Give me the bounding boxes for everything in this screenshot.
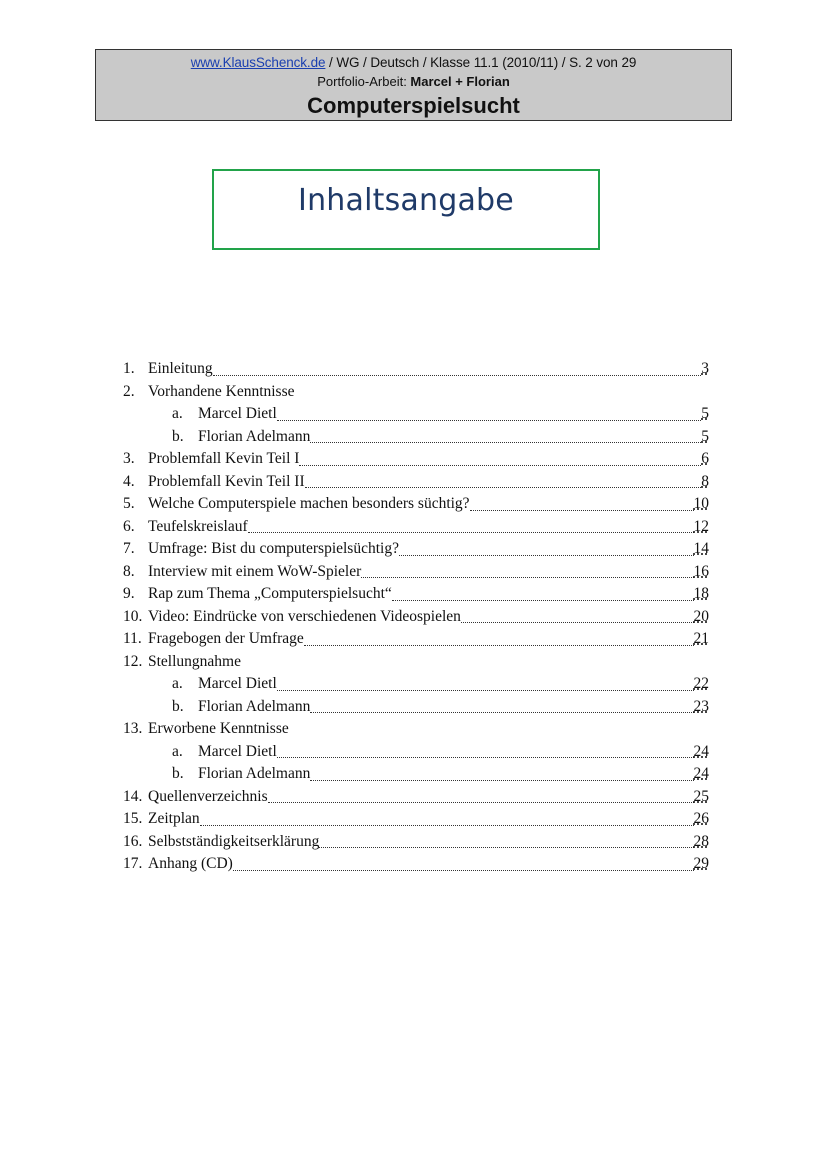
toc-entry-label: Video: Eindrücke von verschiedenen Videospielen bbox=[148, 607, 461, 625]
toc-entry[interactable] bbox=[123, 426, 709, 449]
toc-entry-page: 14 bbox=[693, 540, 709, 557]
toc-entry-number: a. bbox=[172, 675, 183, 692]
toc-entry-page: 21 bbox=[693, 630, 709, 647]
toc-entry[interactable] bbox=[123, 741, 709, 764]
toc-entry[interactable] bbox=[123, 381, 709, 404]
toc-entry-label: Florian Adelmann bbox=[198, 697, 311, 715]
toc-entry-number: 17. bbox=[123, 855, 143, 872]
toc-entry-label: Florian Adelmann bbox=[198, 427, 311, 445]
toc-entry-page: 8 bbox=[701, 472, 709, 490]
title-box bbox=[212, 169, 600, 250]
toc-entry[interactable] bbox=[123, 786, 709, 809]
toc-entry[interactable] bbox=[123, 651, 709, 674]
toc-entry[interactable] bbox=[123, 538, 709, 561]
toc-dot-leader bbox=[277, 420, 701, 421]
toc-entry-page: 6 bbox=[701, 450, 709, 467]
toc-entry-number: 4. bbox=[123, 472, 135, 490]
toc-entry-number: 6. bbox=[123, 517, 135, 535]
toc-entry-number: 16. bbox=[123, 832, 143, 850]
toc-entry-label: Quellenverzeichnis bbox=[148, 787, 268, 805]
toc-dot-leader bbox=[305, 487, 701, 488]
toc-entry-number: 7. bbox=[123, 540, 135, 557]
toc-dot-leader bbox=[310, 442, 701, 443]
toc-entry[interactable] bbox=[123, 583, 709, 606]
page-header bbox=[95, 49, 732, 121]
toc-dot-leader bbox=[277, 690, 694, 691]
toc-dot-leader bbox=[310, 780, 693, 781]
toc-entry-number: 2. bbox=[123, 382, 135, 400]
toc-entry[interactable] bbox=[123, 471, 709, 494]
toc-entry-number: 9. bbox=[123, 585, 135, 602]
toc-entry[interactable] bbox=[123, 628, 709, 651]
toc-entry[interactable] bbox=[123, 493, 709, 516]
toc-entry-page: 24 bbox=[693, 742, 709, 760]
toc-dot-leader bbox=[268, 802, 694, 803]
portfolio-prefix: Portfolio-Arbeit: bbox=[317, 74, 411, 89]
toc-dot-leader bbox=[200, 825, 694, 826]
toc-entry-page: 29 bbox=[693, 855, 709, 872]
toc-entry-page: 20 bbox=[693, 607, 709, 625]
toc-dot-leader bbox=[299, 465, 701, 466]
toc-entry-label: Marcel Dietl bbox=[198, 405, 277, 422]
toc-entry-number: 3. bbox=[123, 450, 135, 467]
toc-dot-leader bbox=[213, 375, 701, 376]
header-meta-line bbox=[96, 55, 731, 70]
toc-entry-page: 10 bbox=[693, 495, 709, 512]
toc-entry-number: b. bbox=[172, 697, 184, 715]
header-topic: Computerspielsucht bbox=[307, 93, 520, 118]
table-of-contents bbox=[123, 358, 709, 876]
toc-dot-leader bbox=[248, 532, 694, 533]
toc-entry-page: 12 bbox=[693, 517, 709, 535]
toc-entry-page: 18 bbox=[693, 585, 709, 602]
toc-entry-label: Stellungnahme bbox=[148, 652, 241, 670]
toc-entry-number: b. bbox=[172, 427, 184, 445]
toc-entry-page: 24 bbox=[693, 765, 709, 782]
toc-entry-page: 23 bbox=[693, 697, 709, 715]
toc-entry[interactable] bbox=[123, 448, 709, 471]
toc-entry[interactable] bbox=[123, 718, 709, 741]
toc-entry-label: Problemfall Kevin Teil II bbox=[148, 472, 305, 490]
toc-entry-label: Umfrage: Bist du computerspielsüchtig? bbox=[148, 540, 399, 557]
toc-dot-leader bbox=[304, 645, 694, 646]
toc-entry-page: 3 bbox=[701, 360, 709, 377]
toc-entry-page: 26 bbox=[693, 810, 709, 827]
toc-entry-number: 5. bbox=[123, 495, 135, 512]
toc-entry-number: 15. bbox=[123, 810, 143, 827]
toc-entry-label: Erworbene Kenntnisse bbox=[148, 720, 289, 737]
toc-entry-label: Anhang (CD) bbox=[148, 855, 233, 872]
toc-entry-label: Welche Computerspiele machen besonders süchtig? bbox=[148, 495, 470, 512]
toc-entry-label: Marcel Dietl bbox=[198, 742, 277, 760]
toc-dot-leader bbox=[470, 510, 694, 511]
toc-dot-leader bbox=[277, 757, 694, 758]
toc-entry-number: 14. bbox=[123, 787, 143, 805]
toc-dot-leader bbox=[399, 555, 694, 556]
page-title: Inhaltsangabe bbox=[298, 183, 514, 218]
toc-entry[interactable] bbox=[123, 403, 709, 426]
toc-entry-number: a. bbox=[172, 742, 183, 760]
toc-entry-label: Teufelskreislauf bbox=[148, 517, 248, 535]
toc-entry-number: 8. bbox=[123, 562, 135, 580]
toc-entry-page: 16 bbox=[693, 562, 709, 580]
toc-entry[interactable] bbox=[123, 516, 709, 539]
toc-entry-page: 5 bbox=[701, 405, 709, 422]
toc-entry-label: Vorhandene Kenntnisse bbox=[148, 382, 295, 400]
toc-entry[interactable] bbox=[123, 358, 709, 381]
toc-dot-leader bbox=[461, 622, 694, 623]
authors: Marcel + Florian bbox=[410, 74, 510, 89]
toc-entry-label: Fragebogen der Umfrage bbox=[148, 630, 304, 647]
toc-entry-label: Rap zum Thema „Computerspielsucht“ bbox=[148, 585, 392, 602]
toc-entry[interactable] bbox=[123, 808, 709, 831]
header-meta: / WG / Deutsch / Klasse 11.1 (2010/11) / S. 2 von 29 bbox=[325, 55, 637, 70]
toc-entry-number: b. bbox=[172, 765, 184, 782]
toc-entry[interactable] bbox=[123, 673, 709, 696]
toc-entry-label: Interview mit einem WoW-Spieler bbox=[148, 562, 362, 580]
toc-dot-leader bbox=[392, 600, 694, 601]
site-link[interactable]: www.KlausSchenck.de bbox=[190, 55, 326, 70]
toc-entry[interactable] bbox=[123, 696, 709, 719]
toc-entry[interactable] bbox=[123, 763, 709, 786]
toc-entry-page: 25 bbox=[693, 787, 709, 805]
toc-entry-label: Einleitung bbox=[148, 360, 213, 377]
toc-entry[interactable] bbox=[123, 606, 709, 629]
toc-dot-leader bbox=[319, 847, 693, 848]
toc-dot-leader bbox=[310, 712, 693, 713]
toc-entry-page: 28 bbox=[693, 832, 709, 850]
toc-entry[interactable] bbox=[123, 561, 709, 584]
toc-entry-number: 13. bbox=[123, 720, 143, 737]
toc-entry-label: Selbstständigkeitserklärung bbox=[148, 832, 320, 850]
toc-entry-number: 12. bbox=[123, 652, 143, 670]
toc-entry-label: Zeitplan bbox=[148, 810, 200, 827]
toc-entry-number: a. bbox=[172, 405, 183, 422]
toc-entry-label: Problemfall Kevin Teil I bbox=[148, 450, 300, 467]
toc-dot-leader bbox=[233, 870, 694, 871]
toc-dot-leader bbox=[361, 577, 693, 578]
toc-entry[interactable] bbox=[123, 853, 709, 876]
toc-entry-number: 11. bbox=[123, 630, 142, 647]
toc-entry-number: 1. bbox=[123, 360, 135, 377]
toc-entry-page: 5 bbox=[701, 427, 709, 445]
toc-entry-label: Florian Adelmann bbox=[198, 765, 311, 782]
toc-entry[interactable] bbox=[123, 831, 709, 854]
toc-entry-label: Marcel Dietl bbox=[198, 675, 277, 692]
toc-entry-number: 10. bbox=[123, 607, 143, 625]
header-portfolio-line bbox=[96, 74, 731, 89]
toc-entry-page: 22 bbox=[693, 675, 709, 692]
